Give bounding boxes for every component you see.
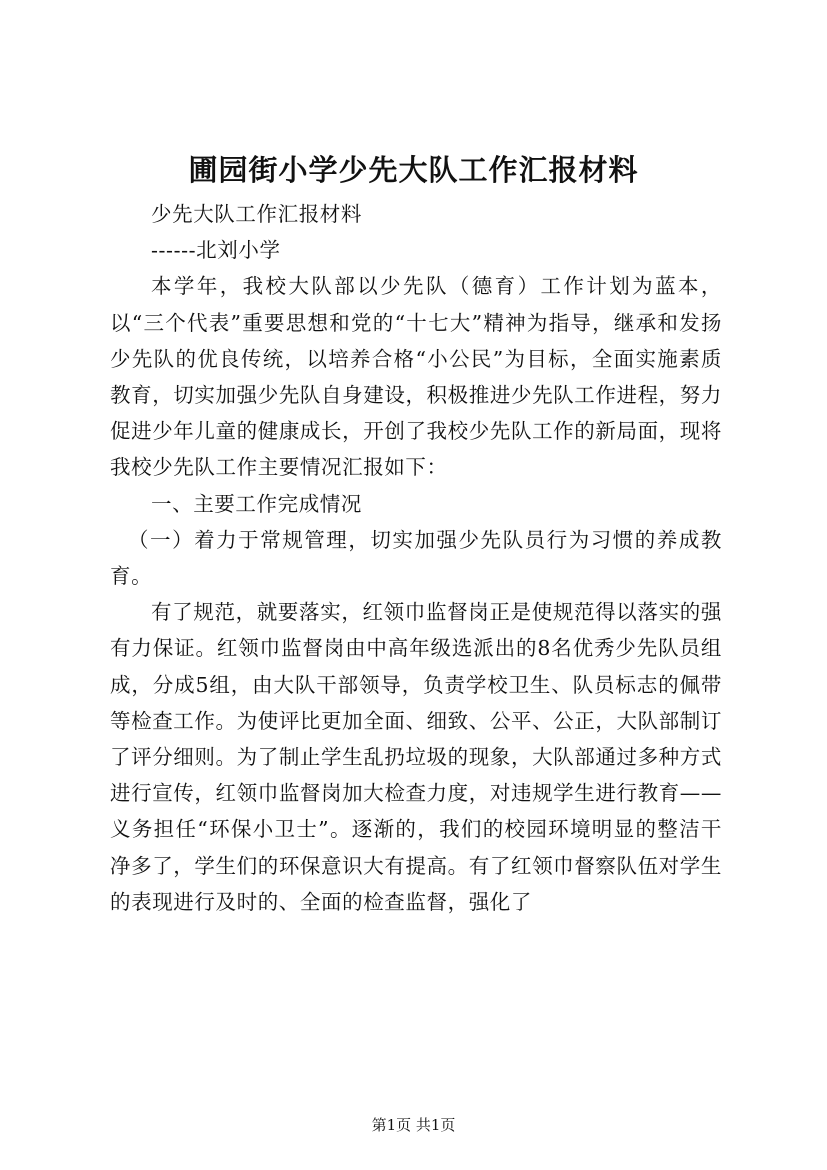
author-line: ------北刘小学 — [151, 238, 281, 263]
section-heading: 一、主要工作完成情况 — [151, 491, 362, 516]
body-paragraph: 有了规范，就要落实，红领巾监督岗正是使规范得以落实的强有力保证。红领巾监督岗由中高年级选派出的8名优秀少先队员组成，分成5组，由大队干部领导，负责学校卫生、队员标志的佩带等检查工作。为使评比更加全面、细致、公平、公正，大队部制订了评分细则。为了制止学生乱扔垃圾的现象，大队部通过多种方式进行宣传，红领巾监督岗加大检查力度，对违规学生进行教育——义务担任“环保小卫士”。逐渐的，我们的校园环境明显的整洁干净多了，学生们的环保意识大有提高。有了红领巾督察队伍对学生的表现进行及时的、全面的检查监督，强化了 — [110, 600, 722, 914]
document-title: 圃园街小学少先大队工作汇报材料 — [188, 153, 639, 187]
subsection-heading: （一）着力于常规管理，切实加强少先队员行为习惯的养成教育。 — [110, 527, 722, 589]
subtitle-paragraph: 少先大队工作汇报材料 — [151, 202, 362, 226]
page-footer: 第1页 共1页 — [371, 1116, 456, 1134]
intro-paragraph: 本学年，我校大队部以少先队（德育）工作计划为蓝本，以“三个代表”重要思想和党的“十七大”精神为指导，继承和发扬少先队的优良传统，以培养合格“小公民”为目标，全面实施素质教育，切实加强少先队自身建设，积极推进少先队工作进程，努力促进少年儿童的健康成长，开创了我校少先队工作的新局面，现将我校少先队工作主要情况汇报如下： — [110, 274, 722, 480]
document-body — [110, 196, 722, 920]
